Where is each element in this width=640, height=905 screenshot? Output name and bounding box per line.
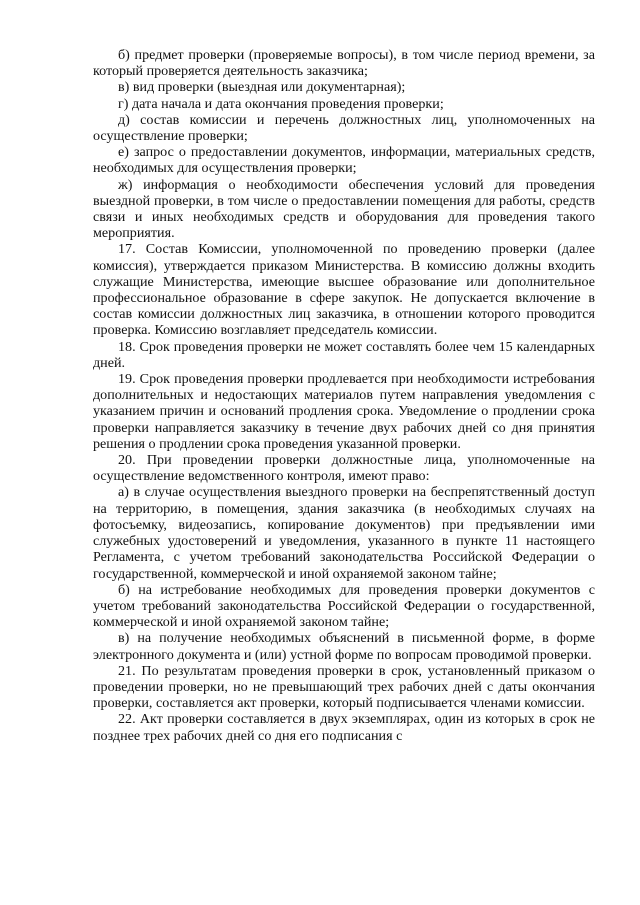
paragraph-item-zh-conditions: ж) информация о необходимости обеспечения условий для проведения выездной проверки, в том числе о предоставлении помещения для работы, средств связи и иных необходимых средств и оборудования для проведения такого мероприятия. xyxy=(93,176,595,242)
paragraph-20-rights: 20. При проведении проверки должностные лица, уполномоченные на осуществление ведомственного контроля, имеют право: xyxy=(93,452,595,485)
paragraph-item-d-commission: д) состав комиссии и перечень должностных лиц, уполномоченных на осуществление проверки; xyxy=(93,111,595,145)
paragraph-item-v-explanations: в) на получение необходимых объяснений в письменной форме, в форме электронного документа и (или) устной форме по вопросам проводимой проверки. xyxy=(93,630,595,663)
document-page xyxy=(93,47,595,744)
paragraph-item-b-subject: б) предмет проверки (проверяемые вопросы), в том числе период времени, за который проверяется деятельность заказчика; xyxy=(93,47,595,80)
paragraph-item-v-type: в) вид проверки (выездная или документарная); xyxy=(118,79,406,96)
paragraph-item-b-documents: б) на истребование необходимых для проведения проверки документов с учетом требований законодательства Российской Федерации о государственной, коммерческой и иной охраняемой законом тайне; xyxy=(93,581,595,631)
paragraph-21-act: 21. По результатам проведения проверки в срок, установленный приказом о проведении проверки, но не превышающий трех рабочих дней с даты окончания проверки, составляется акт проверки, который подписывается членами комиссии. xyxy=(93,662,595,712)
paragraph-item-a-access: а) в случае осуществления выездного проверки на беспрепятственный доступ на территорию, в помещения, здания заказчика (в необходимых случаях на фотосъемку, видеозапись, копирование документов) при предъявлении ими служебных удостоверений и уведомления, указанного в пункте 11 настоящего Регламента, с учетом требований законодательства Российской Федерации о государственной, коммерческой и иной охраняемой законом тайне; xyxy=(93,484,595,582)
paragraph-17-commission: 17. Состав Комиссии, уполномоченной по проведению проверки (далее комиссия), утверждается приказом Министерства. В комиссию должны входить служащие Министерства, имеющие высшее образование или дополнительное профессиональное образование в сфере закупок. Не допускается включение в состав комиссии должностных лиц заказчика, в отношении которого проводится проверка. Комиссию возглавляет председатель комиссии. xyxy=(93,241,595,339)
paragraph-19-extension: 19. Срок проведения проверки продлевается при необходимости истребования дополнительных и недостающих материалов путем направления уведомления с указанием причин и оснований продления срока. Уведомление о продлении срока проверки направляется заказчику в течение двух рабочих дней со дня принятия решения о продлении срока проведения указанной проверки. xyxy=(93,371,595,452)
paragraph-item-e-request: е) запрос о предоставлении документов, информации, материальных средств, необходимых для осуществления проверки; xyxy=(93,144,595,177)
paragraph-18-term: 18. Срок проведения проверки не может составлять более чем 15 календарных дней. xyxy=(93,338,595,371)
paragraph-item-g-dates: г) дата начала и дата окончания проведения проверки; xyxy=(118,95,444,112)
paragraph-22-copies: 22. Акт проверки составляется в двух экземплярах, один из которых в срок не позднее трех рабочих дней со дня его подписания с xyxy=(93,711,595,744)
